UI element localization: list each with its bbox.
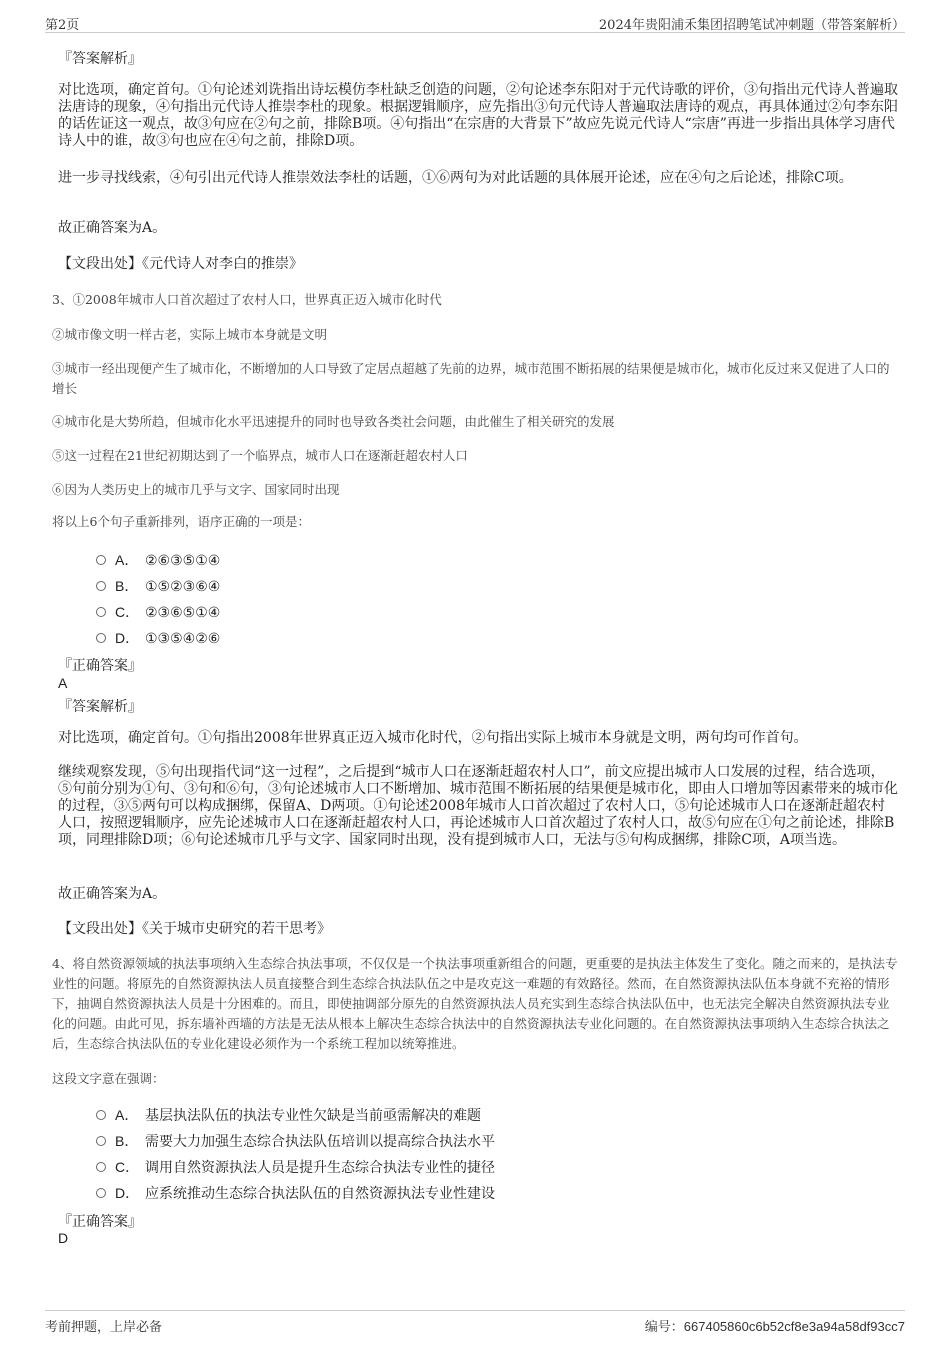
correct-answer: A	[58, 675, 68, 691]
page-footer	[45, 1310, 905, 1335]
correct-answer-text: 故正确答案为A。	[58, 220, 167, 236]
analysis-paragraph: 对比选项，确定首句。①句论述刘诜指出诗坛模仿李杜缺乏创造的问题，②句论述李东阳对于元代诗歌的评价，③句指出元代诗人普遍取法唐诗的现象，④句指出元代诗人推崇李杜的现象。根据逻辑顺序，应先指出③句元代诗人普遍取法唐诗的观点，再具体通过②句李东阳的话佐证这一观点，故③句应在②句之前，排除B项。④句指出“在宗唐的大背景下”故应先说元代诗人“宗唐”再进一步指出具体学习唐代诗人中的谁，故③句也应在④句之前，排除D项。	[58, 82, 898, 149]
analysis-paragraph: 进一步寻找线索，④句引出元代诗人推崇效法李杜的话题，①⑥两句为对此话题的具体展开论述，应在④句之后论述，排除C项。	[58, 170, 853, 186]
radio-icon[interactable]	[96, 1136, 106, 1146]
correct-answer: D	[58, 1230, 69, 1246]
question-sentence: ④城市化是大势所趋，但城市化水平迅速提升的同时也导致各类社会问题，由此催生了相关研究的发展	[52, 414, 615, 429]
correct-answer-label: 『正确答案』	[58, 1214, 142, 1230]
radio-icon[interactable]	[96, 1162, 106, 1172]
analysis-label: 『答案解析』	[58, 51, 142, 67]
question-prompt: 这段文字意在强调：	[52, 1071, 165, 1086]
radio-icon[interactable]	[96, 1188, 106, 1198]
correct-answer-label: 『正确答案』	[58, 658, 142, 674]
page-header	[45, 10, 905, 33]
question-sentence: ⑤这一过程在21世纪初期达到了一个临界点，城市人口在逐渐赶超农村人口	[52, 448, 468, 463]
option-b[interactable]: B． ①⑤②③⑥④	[96, 576, 220, 596]
page-number: 第2页	[45, 18, 80, 33]
radio-icon[interactable]	[96, 1110, 106, 1120]
radio-icon[interactable]	[96, 555, 106, 565]
radio-icon[interactable]	[96, 581, 106, 591]
source-citation: 【文段出处】《关于城市史研究的若干思考》	[58, 921, 331, 937]
source-citation: 【文段出处】《元代诗人对李白的推崇》	[58, 256, 303, 272]
option-d[interactable]: D． ①③⑤④②⑥	[96, 628, 220, 648]
analysis-paragraph: 对比选项，确定首句。①句指出2008年世界真正迈入城市化时代，②句指出实际上城市本身就是文明，两句均可作首句。	[58, 730, 808, 746]
question-sentence: 3、①2008年城市人口首次超过了农村人口，世界真正迈入城市化时代	[52, 292, 442, 307]
radio-icon[interactable]	[96, 633, 106, 643]
option-c[interactable]: C． 调用自然资源执法人员是提升生态综合执法专业性的捷径	[96, 1157, 495, 1177]
question-stem: 4、将自然资源领域的执法事项纳入生态综合执法事项，不仅仅是一个执法事项重新组合的问题，更重要的是执法主体发生了变化。随之而来的，是执法专业性的问题。将原先的自然资源执法人员直接整合到生态综合执法队伍之中是攻克这一难题的有效路径。然而，在自然资源执法队伍本身就不充裕的情形下，抽调自然资源执法人员是十分困难的。而且，即使抽调部分原先的自然资源执法人员充实到生态综合执法队伍中，也无法完全解决自然资源执法专业化的问题。由此可见，拆东墙补西墙的方法是无法从根本上解决生态综合执法中的自然资源执法专业化问题的。在自然资源执法事项纳入生态综合执法之后，生态综合执法队伍的专业化建设必须作为一个系统工程加以统筹推进。	[52, 956, 898, 1051]
option-c[interactable]: C． ②③⑥⑤①④	[96, 602, 220, 622]
option-b[interactable]: B． 需要大力加强生态综合执法队伍培训以提高综合执法水平	[96, 1131, 495, 1151]
option-a[interactable]: A． ②⑥③⑤①④	[96, 550, 220, 570]
document-title: 2024年贵阳浦禾集团招聘笔试冲刺题（带答案解析）	[598, 18, 905, 33]
question-sentence: ③城市一经出现便产生了城市化，不断增加的人口导致了定居点超越了先前的边界，城市范围不断拓展的结果便是城市化，城市化反过来又促进了人口的增长	[52, 361, 890, 396]
document-code: 编号：667405860c6b52cf8e3a94a58df93cc7	[644, 1319, 905, 1334]
question-sentence: ⑥因为人类历史上的城市几乎与文字、国家同时出现	[52, 482, 340, 497]
radio-icon[interactable]	[96, 607, 106, 617]
correct-answer-text: 故正确答案为A。	[58, 886, 167, 902]
option-a[interactable]: A． 基层执法队伍的执法专业性欠缺是当前亟需解决的难题	[96, 1105, 481, 1125]
analysis-label: 『答案解析』	[58, 699, 142, 715]
question-sentence: ②城市像文明一样古老，实际上城市本身就是文明	[52, 327, 328, 342]
footer-slogan: 考前押题，上岸必备	[45, 1320, 163, 1335]
option-d[interactable]: D． 应系统推动生态综合执法队伍的自然资源执法专业性建设	[96, 1183, 495, 1203]
analysis-paragraph: 继续观察发现，⑤句出现指代词“这一过程”，之后提到“城市人口在逐渐赶超农村人口”，前文应提出城市人口发展的过程，结合选项，⑤句前分别为①句、③句和⑥句，③句论述城市人口不断增加、城市范围不断拓展的结果便是城市化，即由人口增加等因素带来的城市化的过程，③⑤两句可以构成捆绑，保留A、D两项。①句论述2008年城市人口首次超过了农村人口，⑤句论述城市人口在逐渐赶超农村人口，按照逻辑顺序，应先论述城市人口在逐渐赶超农村人口，再论述城市人口首次超过了农村人口，故⑤句应在①句之前论述，排除B项，同理排除D项；⑥句论述城市几乎与文字、国家同时出现，没有提到城市人口，无法与⑤句构成捆绑，排除C项，A项当选。	[58, 764, 898, 848]
question-prompt: 将以上6个句子重新排列，语序正确的一项是：	[52, 514, 310, 529]
